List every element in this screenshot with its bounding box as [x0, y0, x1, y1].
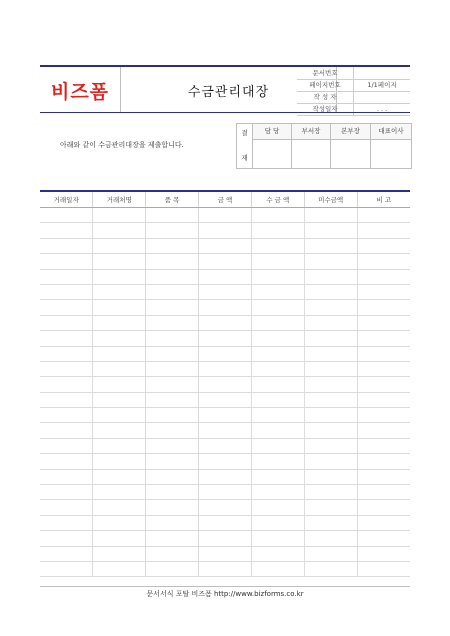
table-cell[interactable] [93, 254, 146, 269]
table-cell[interactable] [146, 223, 199, 238]
table-cell[interactable] [199, 408, 252, 423]
table-cell[interactable] [93, 438, 146, 453]
table-cell[interactable] [357, 361, 410, 376]
table-cell[interactable] [40, 469, 93, 484]
table-cell[interactable] [146, 315, 199, 330]
table-cell[interactable] [199, 485, 252, 500]
table-cell[interactable] [251, 500, 304, 515]
table-cell[interactable] [146, 546, 199, 561]
table-cell[interactable] [357, 469, 410, 484]
meta-label: 문서번호 [297, 67, 354, 79]
table-cell[interactable] [304, 346, 357, 361]
meta-label: 페이지번호 [297, 79, 354, 91]
table-cell[interactable] [93, 315, 146, 330]
table-cell[interactable] [199, 454, 252, 469]
table-cell[interactable] [251, 531, 304, 546]
table-cell[interactable] [93, 531, 146, 546]
table-cell[interactable] [304, 469, 357, 484]
approval-col[interactable] [292, 124, 331, 168]
col-header-date: 거래일자 [40, 192, 93, 208]
table-cell[interactable] [304, 546, 357, 561]
table-cell[interactable] [199, 284, 252, 299]
table-cell[interactable] [251, 238, 304, 253]
table-row [40, 454, 410, 469]
table-cell[interactable] [251, 223, 304, 238]
intro-text: 아래와 같이 수금관리대장을 제출합니다. [60, 141, 184, 149]
table-cell[interactable] [199, 469, 252, 484]
table-cell[interactable] [93, 515, 146, 530]
table-cell[interactable] [357, 284, 410, 299]
approval-side-top: 결 [241, 129, 248, 137]
table-cell[interactable] [93, 346, 146, 361]
table-cell[interactable] [304, 208, 357, 223]
table-cell[interactable] [251, 315, 304, 330]
approval-col-header: 담 당 [253, 124, 291, 140]
table-cell[interactable] [40, 361, 93, 376]
table-row [40, 238, 410, 253]
table-cell[interactable] [146, 531, 199, 546]
table-cell[interactable] [199, 392, 252, 407]
table-cell[interactable] [251, 485, 304, 500]
meta-label: 작 성 자 [297, 91, 354, 103]
table-cell[interactable] [146, 238, 199, 253]
table-cell[interactable] [357, 500, 410, 515]
table-cell[interactable] [251, 284, 304, 299]
table-cell[interactable] [357, 208, 410, 223]
meta-value: . . . [376, 105, 388, 113]
table-cell[interactable] [146, 423, 199, 438]
table-cell[interactable] [40, 208, 93, 223]
table-cell[interactable] [199, 269, 252, 284]
table-cell[interactable] [199, 361, 252, 376]
table-cell[interactable] [146, 346, 199, 361]
col-header-outstanding: 미수금액 [304, 192, 357, 208]
meta-row-date [297, 103, 410, 116]
table-cell[interactable] [199, 300, 252, 315]
table-cell[interactable] [357, 300, 410, 315]
table-cell[interactable] [40, 408, 93, 423]
table-cell[interactable] [251, 561, 304, 576]
table-cell[interactable] [251, 361, 304, 376]
table-cell[interactable] [40, 300, 93, 315]
col-header-amount: 금 액 [199, 192, 252, 208]
table-cell[interactable] [304, 223, 357, 238]
table-cell[interactable] [199, 331, 252, 346]
table-cell[interactable] [146, 361, 199, 376]
footer-text: 문서서식 포탈 비즈폼 http://www.bizforms.co.kr [146, 590, 304, 598]
table-cell[interactable] [93, 546, 146, 561]
ledger-body [40, 208, 410, 577]
table-cell[interactable] [251, 515, 304, 530]
table-cell[interactable] [146, 438, 199, 453]
table-cell[interactable] [40, 438, 93, 453]
table-cell[interactable] [199, 223, 252, 238]
table-cell[interactable] [146, 408, 199, 423]
table-cell[interactable] [304, 561, 357, 576]
table-cell[interactable] [93, 561, 146, 576]
table-row [40, 408, 410, 423]
col-header-collected: 수 금 액 [251, 192, 304, 208]
table-cell[interactable] [93, 361, 146, 376]
table-row [40, 223, 410, 238]
table-cell[interactable] [40, 485, 93, 500]
table-cell[interactable] [199, 500, 252, 515]
table-cell[interactable] [93, 469, 146, 484]
table-cell[interactable] [93, 223, 146, 238]
table-cell[interactable] [40, 454, 93, 469]
table-row [40, 284, 410, 299]
table-cell[interactable] [357, 408, 410, 423]
table-cell[interactable] [251, 346, 304, 361]
table-cell[interactable] [40, 346, 93, 361]
table-cell[interactable] [199, 377, 252, 392]
table-cell[interactable] [40, 500, 93, 515]
table-row [40, 315, 410, 330]
table-cell[interactable] [199, 315, 252, 330]
table-cell[interactable] [251, 454, 304, 469]
table-cell[interactable] [357, 223, 410, 238]
table-cell[interactable] [40, 254, 93, 269]
approval-box [236, 123, 412, 169]
table-row [40, 392, 410, 407]
ledger-table-wrap [40, 190, 410, 577]
table-cell[interactable] [251, 408, 304, 423]
table-row [40, 208, 410, 223]
table-cell[interactable] [40, 331, 93, 346]
table-cell[interactable] [304, 454, 357, 469]
table-cell[interactable] [251, 377, 304, 392]
approval-col[interactable] [371, 124, 411, 168]
table-cell[interactable] [357, 561, 410, 576]
table-cell[interactable] [199, 531, 252, 546]
table-cell[interactable] [146, 208, 199, 223]
table-cell[interactable] [357, 531, 410, 546]
table-row [40, 346, 410, 361]
table-cell[interactable] [251, 269, 304, 284]
table-cell[interactable] [357, 254, 410, 269]
ledger-header-row [40, 192, 410, 208]
table-row [40, 254, 410, 269]
table-cell[interactable] [146, 500, 199, 515]
table-cell[interactable] [251, 331, 304, 346]
table-cell[interactable] [93, 331, 146, 346]
approval-col[interactable] [253, 124, 292, 168]
table-cell[interactable] [199, 423, 252, 438]
table-cell[interactable] [40, 561, 93, 576]
table-cell[interactable] [251, 300, 304, 315]
table-row [40, 469, 410, 484]
table-row [40, 500, 410, 515]
table-row [40, 438, 410, 453]
table-cell[interactable] [304, 408, 357, 423]
table-cell[interactable] [40, 531, 93, 546]
table-row [40, 515, 410, 530]
table-cell[interactable] [93, 485, 146, 500]
table-cell[interactable] [93, 377, 146, 392]
table-row [40, 377, 410, 392]
table-cell[interactable] [251, 423, 304, 438]
table-cell[interactable] [357, 377, 410, 392]
table-cell[interactable] [199, 254, 252, 269]
table-cell[interactable] [146, 377, 199, 392]
table-cell[interactable] [357, 315, 410, 330]
table-cell[interactable] [146, 269, 199, 284]
bizforms-logo: 비즈폼 [50, 80, 110, 103]
table-cell[interactable] [357, 269, 410, 284]
table-cell[interactable] [93, 500, 146, 515]
footer-divider [40, 586, 410, 587]
table-row [40, 269, 410, 284]
table-row [40, 561, 410, 576]
table-cell[interactable] [146, 392, 199, 407]
table-row [40, 485, 410, 500]
table-cell[interactable] [357, 515, 410, 530]
table-cell[interactable] [304, 238, 357, 253]
col-header-item: 품 목 [146, 192, 199, 208]
table-cell[interactable] [146, 331, 199, 346]
table-cell[interactable] [40, 269, 93, 284]
table-cell[interactable] [251, 254, 304, 269]
col-header-remarks: 비 고 [357, 192, 410, 208]
table-cell[interactable] [251, 469, 304, 484]
table-cell[interactable] [40, 515, 93, 530]
table-cell[interactable] [304, 269, 357, 284]
approval-side-label [237, 124, 253, 168]
table-cell[interactable] [40, 238, 93, 253]
table-cell[interactable] [40, 423, 93, 438]
table-cell[interactable] [146, 469, 199, 484]
table-cell[interactable] [357, 485, 410, 500]
table-cell[interactable] [357, 238, 410, 253]
table-cell[interactable] [93, 408, 146, 423]
table-cell[interactable] [146, 284, 199, 299]
table-cell[interactable] [304, 331, 357, 346]
table-row [40, 300, 410, 315]
table-cell[interactable] [251, 208, 304, 223]
table-cell[interactable] [304, 500, 357, 515]
table-cell[interactable] [40, 377, 93, 392]
table-cell[interactable] [146, 515, 199, 530]
approval-col-header: 본부장 [331, 124, 370, 140]
table-cell[interactable] [357, 438, 410, 453]
page-title: 수금관리대장 [187, 84, 270, 100]
col-header-client: 거래처명 [93, 192, 146, 208]
table-cell[interactable] [304, 423, 357, 438]
approval-col-header: 부서장 [292, 124, 330, 140]
table-cell[interactable] [304, 284, 357, 299]
table-cell[interactable] [146, 300, 199, 315]
logo-cell [40, 67, 121, 113]
table-cell[interactable] [40, 392, 93, 407]
table-cell[interactable] [199, 346, 252, 361]
table-cell[interactable] [251, 438, 304, 453]
table-cell[interactable] [251, 392, 304, 407]
table-cell[interactable] [357, 346, 410, 361]
table-cell[interactable] [304, 485, 357, 500]
table-row [40, 423, 410, 438]
table-cell[interactable] [93, 300, 146, 315]
table-cell[interactable] [304, 315, 357, 330]
table-cell[interactable] [357, 392, 410, 407]
table-cell[interactable] [304, 392, 357, 407]
table-cell[interactable] [304, 438, 357, 453]
table-cell[interactable] [40, 223, 93, 238]
table-row [40, 531, 410, 546]
table-cell[interactable] [199, 546, 252, 561]
meta-value: 1/1페이지 [367, 81, 397, 89]
table-cell[interactable] [357, 546, 410, 561]
table-cell[interactable] [304, 515, 357, 530]
table-cell[interactable] [93, 454, 146, 469]
table-row [40, 331, 410, 346]
approval-col-header: 대표이사 [371, 124, 411, 140]
table-cell[interactable] [93, 392, 146, 407]
table-row [40, 361, 410, 376]
table-cell[interactable] [93, 269, 146, 284]
table-cell[interactable] [304, 361, 357, 376]
table-cell[interactable] [199, 438, 252, 453]
table-cell[interactable] [357, 423, 410, 438]
table-cell[interactable] [304, 300, 357, 315]
table-cell[interactable] [304, 377, 357, 392]
table-cell[interactable] [40, 546, 93, 561]
table-cell[interactable] [251, 546, 304, 561]
table-cell[interactable] [40, 315, 93, 330]
table-cell[interactable] [304, 531, 357, 546]
ledger-table [40, 192, 410, 577]
meta-label: 작성일자 [297, 103, 354, 115]
meta-value [354, 91, 410, 103]
table-cell[interactable] [146, 454, 199, 469]
table-cell[interactable] [199, 238, 252, 253]
table-cell[interactable] [93, 238, 146, 253]
table-cell[interactable] [146, 561, 199, 576]
approval-side-bottom: 재 [241, 154, 248, 162]
table-cell[interactable] [93, 284, 146, 299]
approval-col[interactable] [331, 124, 371, 168]
header-divider [40, 112, 410, 113]
table-cell[interactable] [146, 254, 199, 269]
table-cell[interactable] [93, 423, 146, 438]
table-row [40, 546, 410, 561]
table-cell[interactable] [93, 208, 146, 223]
table-cell[interactable] [199, 515, 252, 530]
table-cell[interactable] [357, 331, 410, 346]
table-cell[interactable] [40, 284, 93, 299]
table-cell[interactable] [146, 485, 199, 500]
meta-value [354, 67, 410, 79]
table-cell[interactable] [357, 454, 410, 469]
table-cell[interactable] [199, 561, 252, 576]
table-cell[interactable] [199, 208, 252, 223]
table-cell[interactable] [304, 254, 357, 269]
